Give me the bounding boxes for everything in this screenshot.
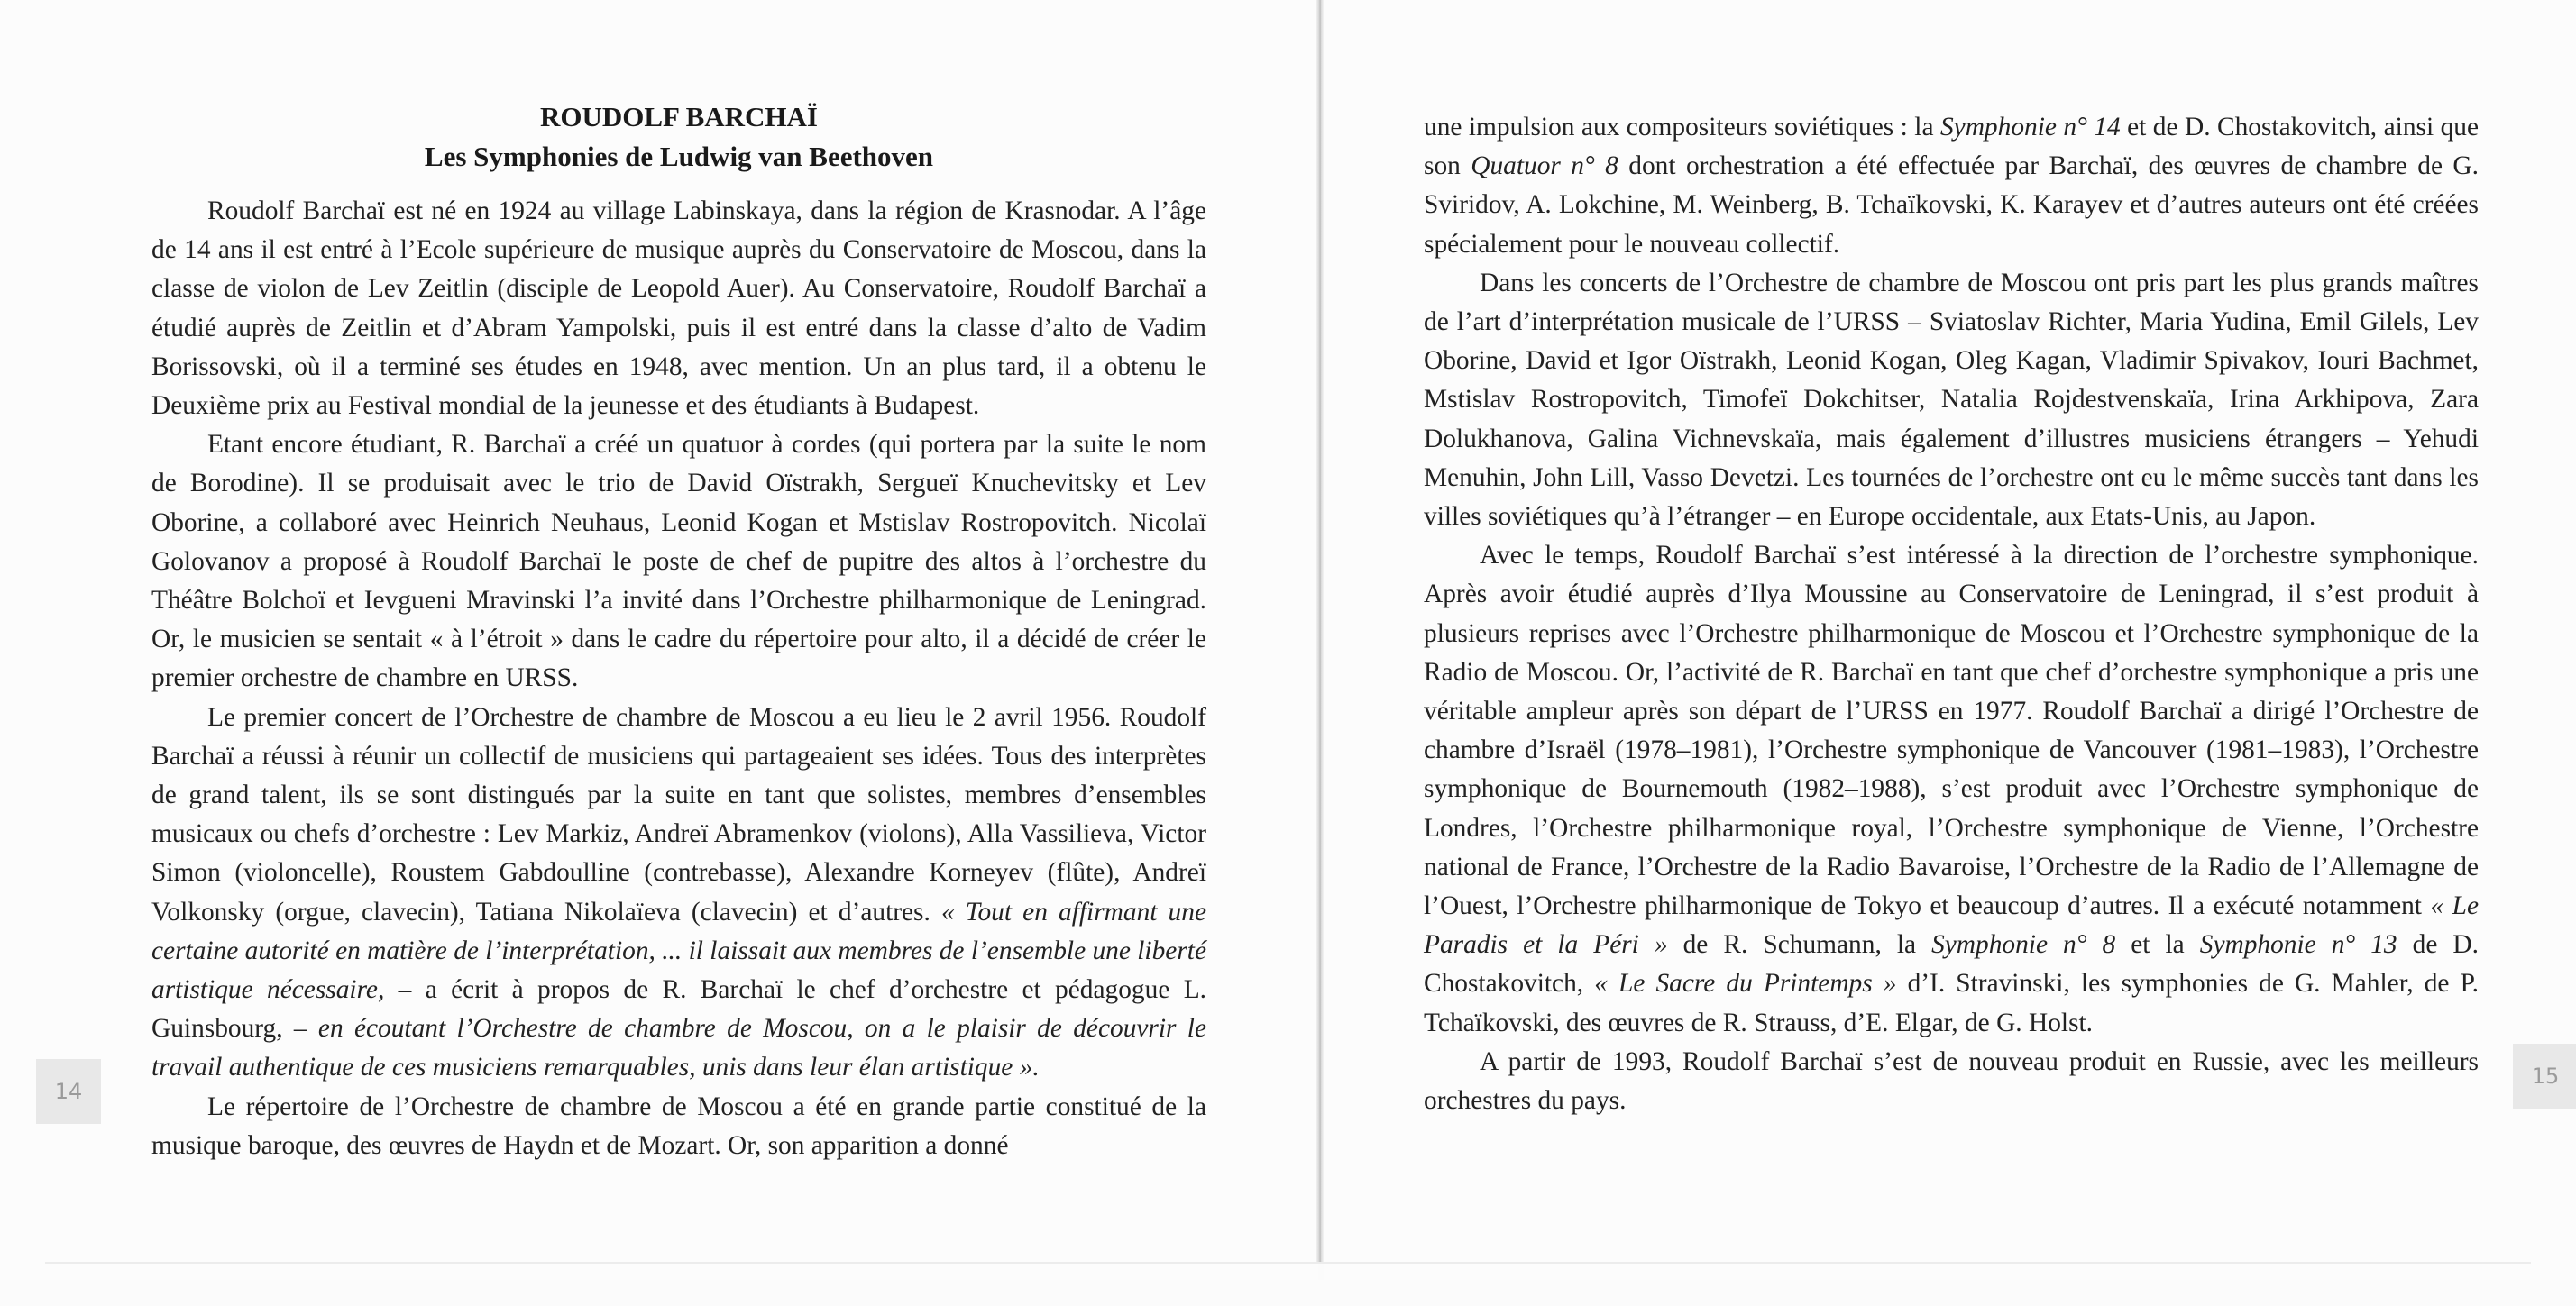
article-subheading: Les Symphonies de Ludwig van Beethoven (424, 141, 934, 172)
text-segment: Roudolf Barchaï est né en 1924 au village Labinskaya, dans la région de Krasnodar. A l’âge de 14 ans il est entré à l’Ecole supérieure de musique auprès du Conservatoire de Moscou, dans la classe de violon de Lev Zeitlin (disciple de Leopold Auer). Au Conservatoire, Roudolf Barchaï a étudié auprès de Zeitlin et d’Abram Yampolski, puis il est entré dans la classe d’alto de Vadim Borissovski, où il a terminé ses études en 1948, avec mention. Un an plus tard, il a obtenu le Deuxième prix au Festival mondial de la jeunesse et des étudiants à Budapest. (151, 196, 1206, 421)
paragraph (1424, 108, 2479, 264)
text-segment: – a écrit à propos de R. Barchaï le chef d’orchestre et pédagogue L. Guinsbourg, – (151, 975, 1207, 1044)
right-text-column (1424, 108, 2479, 1120)
article-heading: ROUDOLF BARCHAÏ (539, 101, 818, 132)
italic-text: « Le Sacre du Printemps » (1594, 969, 1897, 999)
text-segment: Le premier concert de l’Orchestre de chambre de Moscou a eu lieu le 2 avril 1956. Roudolf Barchaï a réussi à réunir un collectif de musiciens qui partageaient ses idées. Tous des interprètes de grand talent, ils se sont distingués par la suite en tant que solistes, membres d’ensembles musicaux ou chefs d’orchestre : Lev Markiz, Andreï Abramenkov (violons), Alla Vassilieva, Victor Simon (violoncelle), Roustem Gabdoulline (contrebasse), Alexandre Korneyev (flûte), Andreï Volkonsky (orgue, clavecin), Tatiana Nikolaïeva (clavecin) et d’autres. (151, 702, 1206, 927)
paragraph (151, 1088, 1206, 1165)
title-block (151, 97, 1206, 177)
text-segment: de R. Schumann, la (1667, 930, 1932, 960)
left-text-column (151, 192, 1206, 1165)
text-segment: de D. Chostakovitch, (1424, 930, 2479, 999)
text-segment: Dans les concerts de l’Orchestre de chambre de Moscou ont pris part les plus grands maîtres de l’art d’interprétation musicale de l’URSS – Sviatoslav Richter, Maria Yudina, Emil Gilels, Lev Oborine, David et Igor Oïstrakh, Leonid Kogan, Oleg Kagan, Vladimir Spivakov, Iouri Bachmet, Mstislav Rostropovitch, Timofeï Dokchitser, Natalia Rojdestvenskaïa, Irina Arkhipova, Zara Dolukhanova, Galina Vichnevskaïa, mais également d’illustres musiciens étrangers – Yehudi Menuhin, John Lill, Vasso Devetzi. Les tournées de l’orchestre ont eu le même succès tant dans les villes soviétiques qu’à l’étranger – en Europe occidentale, aux Etats-Unis, au Japon. (1424, 268, 2479, 532)
page-number-left: 14 (36, 1059, 101, 1124)
text-segment: une impulsion aux compositeurs soviétiques : la (1424, 113, 1940, 142)
paragraph (151, 425, 1206, 698)
italic-text: Symphonie n° 13 (2199, 930, 2397, 960)
paragraph (151, 699, 1206, 1088)
italic-text: Symphonie n° 14 (1939, 113, 2121, 142)
book-spine (1316, 0, 1324, 1262)
paragraph (1424, 1043, 2479, 1120)
paragraph (1424, 264, 2479, 536)
text-segment: dont orchestration a été effectuée par Barchaï, des œuvres de chambre de G. Sviridov, A. Lokchine, M. Weinberg, B. Tchaïkovski, K. Karayev et d’autres auteurs ont été créées spécialement pour le nouveau collectif. (1424, 151, 2479, 259)
text-segment: Avec le temps, Roudolf Barchaï s’est intéressé à la direction de l’orchestre symphonique. Après avoir étudié auprès d’Ilya Moussine au Conservatoire de Leningrad, il s’est produit à plusieurs reprises avec l’Orchestre philharmonique de Moscou et l’Orchestre symphonique de la Radio de Moscou. Or, l’activité de R. Barchaï en tant que chef d’orchestre symphonique a pris une véritable ampleur après son départ de l’URSS en 1977. Roudolf Barchaï a dirigé l’Orchestre de chambre d’Israël (1978–1981), l’Orchestre symphonique de Vancouver (1981–1983), l’Orchestre symphonique de Bournemouth (1982–1988), s’est produit avec l’Orchestre symphonique de Londres, l’Orchestre philharmonique royal, l’Orchestre symphonique de Vienne, l’Orchestre national de France, l’Orchestre de la Radio Bavaroise, l’Orchestre de la Radio de l’Allemagne de l’Ouest, l’Orchestre philharmonique de Tokyo et beaucoup d’autres. Il a exécuté notamment (1424, 541, 2479, 921)
italic-text: en écoutant l’Orchestre de chambre de Moscou, on a le plaisir de découvrir le travail authentique de ces musiciens remarquables, unis dans leur élan artistique ». (151, 1014, 1206, 1082)
text-segment: A partir de 1993, Roudolf Barchaï s’est de nouveau produit en Russie, avec les meilleurs orchestres du pays. (1424, 1046, 2479, 1116)
paragraph (151, 192, 1206, 425)
page-number-right: 15 (2513, 1044, 2576, 1109)
italic-text: « Le Paradis et la Péri » (1424, 891, 2480, 960)
text-segment: d’I. Stravinski, les symphonies de G. Mahler, de P. Tchaïkovski, des œuvres de R. Strauss, d’E. Elgar, de G. Holst. (1424, 969, 2479, 1037)
right-page (1324, 0, 2576, 1280)
paragraph (1424, 536, 2479, 1043)
text-segment: Etant encore étudiant, R. Barchaï a créé un quatuor à cordes (qui portera par la suite le nom de Borodine). Il se produisait avec le trio de David Oïstrakh, Sergueï Knuchevitsky et Lev Oborine, a collaboré avec Heinrich Neuhaus, Leonid Kogan et Mstislav Rostropovitch. Nicolaï Golovanov a proposé à Roudolf Barchaï le poste de chef de pupitre des altos à l’orchestre du Théâtre Bolchoï et Ievgueni Mravinski l’a invité dans l’Orchestre philharmonique de Leningrad. Or, le musicien se sentait « à l’étroit » dans le cadre du répertoire pour alto, il a décidé de créer le premier orchestre de chambre en URSS. (151, 430, 1206, 693)
italic-text: « Tout en affirmant une certaine autorité en matière de l’interprétation, ... il laissait aux membres de l’ensemble une liberté artistique nécessaire, (151, 897, 1206, 1005)
italic-text: Symphonie n° 8 (1931, 930, 2116, 960)
text-segment: Le répertoire de l’Orchestre de chambre de Moscou a été en grande partie constitué de la musique baroque, des œuvres de Haydn et de Mozart. Or, son apparition a donné (151, 1091, 1206, 1160)
italic-text: Quatuor n° 8 (1471, 151, 1618, 181)
page-bottom-edge (45, 1262, 2531, 1264)
text-segment: et la (2115, 930, 2200, 960)
text-segment: et de D. Chostakovitch, ainsi que son (1424, 113, 2479, 181)
